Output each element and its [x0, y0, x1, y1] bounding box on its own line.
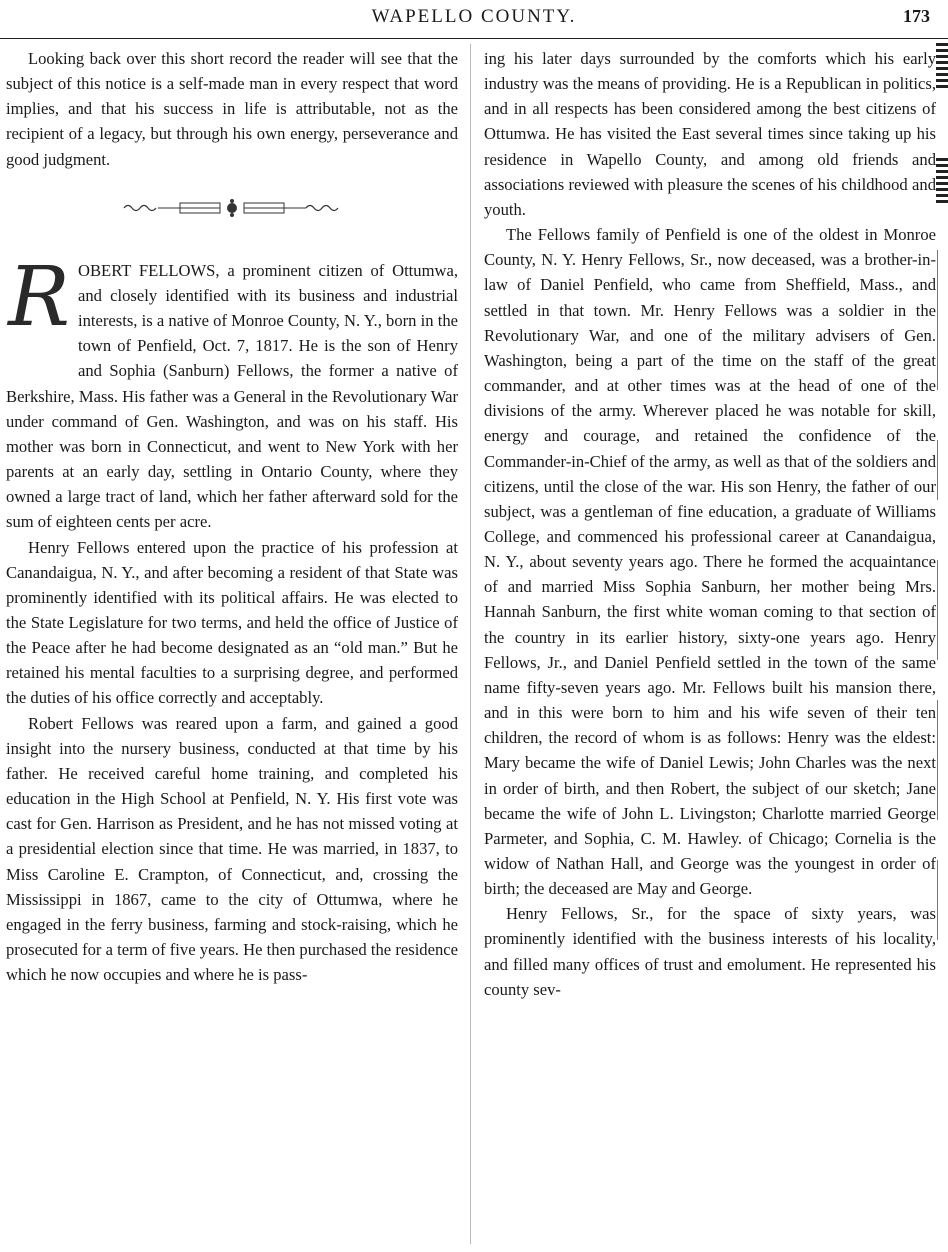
right-paragraph-2: The Fellows family of Penfield is one of the oldest in Monroe County, N. Y. Henry Fellows, Sr., now deceased, was a brother-in-law of Daniel Penfield, who came from Sheffield, Mass., and settled in that town. Mr. Henry Fellows was a soldier in the Revolutionary War, and one of the military advisers of Gen. Washington, being a part of the time on the staff of the great commander, and at other times was at the head of one of the divisions of the army. Wherever placed he was notable for skill, energy and courage, and retained the confidence of the Commander-in-Chief of the army, as well as that of the soldiers and citizens, until the close of the war. His son Henry, the father of our subject, was a gentleman of fine education, a graduate of Williams College, and commenced his professional career at Canandaigua, N. Y., about seventy years ago. There he formed the acquaintance of and married Miss Sophia Sanburn, her mother being Mrs. Hannah Sanburn, the first white woman coming to that section of the country in its earlier history, sixty-one years ago. Henry Fellows, Jr., and Daniel Penfield settled in the town of the same name fifty-seven years ago. Mr. Fellows built his mansion there, and in this were born to him and his wife seven of their ten children, the record of whom is as follows: Henry was the eldest: Mary became the wife of Daniel Lewis; John Charles was the next in order of birth, and then Robert, the subject of our sketch; Jane became the wife of John L. Livingston; Charlotte married George Parmeter, and Sophia, C. M. Hawley. of Chicago; Cornelia is the widow of Nathan Hall, and George was the youngest in order of birth; the deceased are May and George.: [484, 225, 936, 899]
right-paragraph-3: Henry Fellows, Sr., for the space of sixty years, was prominently identified with the business interests of his locality, and filled many offices of trust and emolument. He represented his county sev-: [484, 904, 936, 999]
page-edge-line: [937, 250, 948, 390]
page-edge-line: [937, 560, 948, 660]
bio-paragraph-1: [6, 249, 458, 535]
page-header: [0, 6, 948, 32]
binding-edge-mark: [936, 155, 948, 203]
ornament-divider: [122, 198, 342, 218]
page-number: 173: [903, 6, 930, 26]
running-head-title: WAPELLO COUNTY.: [371, 6, 577, 27]
page-edge-line: [937, 440, 948, 500]
left-column: [6, 46, 458, 987]
drop-cap-letter: R: [8, 249, 70, 345]
binding-edge-mark: [936, 40, 948, 88]
page-edge-line: [937, 700, 948, 820]
page-edge-line: [937, 860, 948, 940]
intro-paragraph: Looking back over this short record the reader will see that the subject of this notice is a self-made man in every respect that word implies, and that his success in life is attributable, not as the recipient of a legacy, but through his own energy, perseverance and good judgment.: [6, 49, 458, 169]
column-divider: [470, 44, 471, 1244]
header-rule: [0, 38, 948, 39]
right-column: [484, 46, 936, 1002]
bio-paragraph-3: Robert Fellows was reared upon a farm, and gained a good insight into the nursery business, conducted at that time by his father. He received careful home training, and completed his education in the High School at Penfield, N. Y. His first vote was cast for Gen. Harrison as President, and he has not missed voting at a presidential election since that time. He was married, in 1837, to Miss Caroline E. Crampton, of Connecticut, and, crossing the Mississippi in 1867, came to the city of Ottumwa, where he engaged in the ferry business, farming and stock-raising, which he prosecuted for a term of five years. He then purchased the residence which he now occupies and where he is pass-: [6, 713, 458, 985]
bio-paragraph-2: Henry Fellows entered upon the practice of his profession at Canandaigua, N. Y., and after becoming a resident of that State was prominently identified with its political affairs. He was elected to the State Legislature for two terms, and held the office of Justice of the Peace after he had become designated as an “old man.” But he retained his mental faculties to a surprising degree, and performed the duties of his office correctly and acceptably.: [6, 537, 458, 708]
bio-paragraph-1-text: OBERT FELLOWS, a prominent citizen of Ottumwa, and closely identified with its business and industrial interests, is a native of Monroe County, N. Y., born in the town of Penfield, Oct. 7, 1817. He is the son of Henry and Sophia (Sanburn) Fellows, the former a native of Berkshire, Mass. His father was a General in the Revolutionary War under command of Gen. Washington, and was on his staff. His mother was born in Connecticut, and went to New York with her parents at an early day, settling in Ontario County, where they owned a large tract of land, which her father afterward sold for the sum of eighteen cents per acre.: [6, 260, 458, 532]
right-paragraph-1: ing his later days surrounded by the comforts which his early industry was the means of providing. He is a Republican in politics, and in all respects has been considered among the best citizens of Ottumwa. He has visited the East several times since taking up his residence in Wapello County, and among old friends and associations reviewed with pleasure the scenes of his childhood and youth.: [484, 49, 936, 219]
